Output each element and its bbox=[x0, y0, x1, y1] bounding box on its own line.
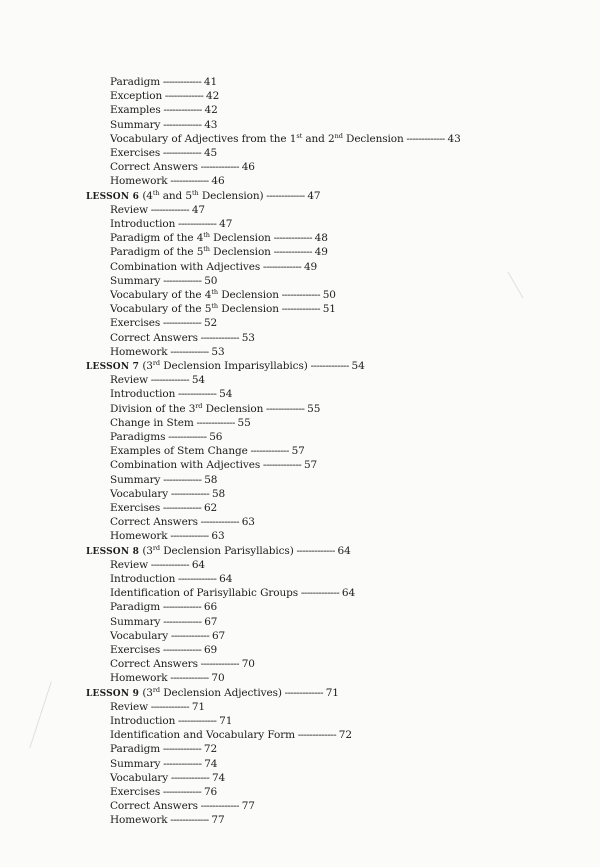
page-number: 55 bbox=[237, 416, 251, 429]
page-number: 50 bbox=[204, 274, 218, 287]
toc-entry bbox=[110, 332, 255, 345]
entry-label: Exercises bbox=[110, 502, 161, 514]
toc-entry bbox=[110, 119, 217, 132]
entry-label: Paradigm of the 4th Declension bbox=[110, 231, 271, 245]
entry-label: Homework bbox=[110, 345, 168, 358]
page-number: 51 bbox=[322, 303, 336, 316]
leader-dots: ------------- bbox=[197, 516, 242, 529]
toc-entry bbox=[110, 601, 217, 614]
page-number: 71 bbox=[191, 700, 205, 713]
entry-label: Combination with Adjectives bbox=[110, 459, 261, 472]
lesson-title: (3rd Declension Parisyllabics) bbox=[142, 543, 294, 557]
page-number: 77 bbox=[241, 800, 255, 813]
page-number: 63 bbox=[211, 530, 225, 543]
page-number: 46 bbox=[241, 161, 255, 174]
lesson-heading bbox=[86, 545, 351, 559]
page-number: 50 bbox=[322, 289, 336, 301]
leader-dots: ------------- bbox=[160, 644, 204, 656]
toc-entry bbox=[110, 701, 205, 714]
entry-label: Review bbox=[110, 558, 149, 571]
page-number: 74 bbox=[204, 757, 218, 770]
page-number: 42 bbox=[204, 104, 218, 117]
toc-entry bbox=[110, 218, 232, 231]
toc-entry bbox=[110, 403, 320, 416]
entry-label: Homework bbox=[110, 530, 168, 543]
leader-dots: ------------- bbox=[175, 715, 220, 727]
entry-label: Vocabulary of the 5th Declension bbox=[110, 302, 279, 316]
leader-dots: ------------- bbox=[197, 331, 242, 344]
page-number: 71 bbox=[219, 715, 233, 727]
toc-entry bbox=[110, 715, 232, 728]
entry-label: Exercises bbox=[110, 147, 161, 159]
page-number: 67 bbox=[211, 629, 226, 642]
leader-dots: ------------- bbox=[148, 374, 192, 387]
leader-dots: ------------- bbox=[263, 189, 308, 202]
lesson-title: (3rd Declension Imparisyllabics) bbox=[142, 359, 308, 372]
entry-label: Examples of Stem Change bbox=[110, 445, 248, 458]
entry-label: Exercises bbox=[110, 786, 161, 798]
toc-entry bbox=[110, 246, 328, 259]
toc-entry bbox=[110, 559, 205, 572]
leader-dots: ------------- bbox=[160, 743, 204, 756]
entry-label: Review bbox=[110, 374, 149, 387]
toc-entry bbox=[110, 530, 225, 543]
page-number: 71 bbox=[325, 686, 339, 699]
leader-dots: ------------- bbox=[148, 203, 192, 216]
page-number: 66 bbox=[203, 601, 218, 614]
leader-dots: ------------- bbox=[403, 132, 448, 145]
toc-entry bbox=[110, 800, 255, 813]
page-number: 67 bbox=[204, 615, 218, 628]
lesson-title: (3rd Declension Adjectives) bbox=[142, 685, 282, 699]
leader-dots: ------------- bbox=[263, 402, 308, 415]
entry-label: Division of the 3rd Declension bbox=[110, 401, 264, 415]
page-number: 72 bbox=[203, 743, 218, 756]
leader-dots: ------------- bbox=[197, 800, 242, 813]
page-number: 47 bbox=[219, 218, 233, 230]
leader-dots: ------------- bbox=[197, 161, 242, 174]
toc-entry bbox=[110, 147, 217, 160]
entry-label: Paradigm bbox=[110, 743, 161, 756]
toc-entry bbox=[110, 445, 305, 458]
leader-dots: ------------- bbox=[270, 232, 315, 245]
page-number: 53 bbox=[211, 345, 225, 358]
page-number: 48 bbox=[314, 232, 328, 245]
entry-label: Introduction bbox=[110, 388, 176, 401]
page-number: 57 bbox=[303, 459, 318, 472]
leader-dots: ------------- bbox=[167, 814, 212, 827]
leader-dots: ------------- bbox=[278, 289, 323, 301]
leader-dots: ------------- bbox=[270, 246, 315, 259]
toc-entry bbox=[110, 644, 217, 657]
page-number: 54 bbox=[219, 388, 233, 401]
toc-entry bbox=[110, 431, 222, 444]
toc-entry bbox=[110, 76, 217, 89]
page-number: 47 bbox=[191, 203, 205, 216]
leader-dots: ------------- bbox=[175, 218, 220, 230]
toc-entry bbox=[110, 474, 217, 487]
toc-entry bbox=[110, 672, 225, 685]
page-number: 49 bbox=[314, 246, 328, 259]
toc-entry bbox=[110, 90, 219, 103]
page-number: 55 bbox=[307, 402, 321, 415]
toc-entry bbox=[110, 616, 217, 629]
entry-label: Introduction bbox=[110, 573, 176, 585]
toc-entry bbox=[110, 758, 217, 771]
leader-dots: ------------- bbox=[160, 601, 204, 614]
toc-entry bbox=[110, 573, 232, 586]
leader-dots: ------------- bbox=[247, 445, 292, 458]
toc-entry bbox=[110, 289, 336, 302]
entry-label: Correct Answers bbox=[110, 516, 198, 529]
page-number: 70 bbox=[241, 658, 255, 671]
lesson-tag: LESSON 7 bbox=[86, 362, 140, 372]
leader-dots: ------------- bbox=[260, 459, 304, 472]
toc-entry bbox=[110, 388, 232, 401]
leader-dots: ------------- bbox=[197, 658, 242, 671]
toc-entry bbox=[110, 303, 336, 316]
page-number: 64 bbox=[337, 544, 351, 557]
leader-dots: ------------- bbox=[281, 686, 326, 699]
toc-entry bbox=[110, 317, 217, 330]
toc-entry bbox=[110, 630, 225, 643]
toc-entry bbox=[110, 814, 225, 827]
page-number: 41 bbox=[203, 76, 218, 88]
entry-label: Introduction bbox=[110, 715, 176, 727]
entry-label: Correct Answers bbox=[110, 331, 198, 344]
leader-dots: ------------- bbox=[160, 317, 204, 330]
entry-label: Introduction bbox=[110, 218, 176, 230]
page-number: 47 bbox=[307, 189, 321, 202]
leader-dots: ------------- bbox=[278, 303, 323, 316]
entry-label: Homework bbox=[110, 814, 168, 827]
lesson-tag: LESSON 9 bbox=[86, 688, 140, 699]
toc-entry bbox=[110, 459, 317, 472]
entry-label: Vocabulary bbox=[110, 771, 169, 784]
entry-label: Exception bbox=[110, 90, 163, 103]
toc-entry bbox=[110, 772, 225, 785]
toc-entry bbox=[110, 175, 225, 188]
page-number: 56 bbox=[209, 431, 223, 443]
toc-entry bbox=[110, 417, 251, 430]
page-number: 53 bbox=[241, 331, 255, 344]
entry-label: Summary bbox=[110, 615, 161, 628]
leader-dots: ------------- bbox=[168, 771, 212, 784]
entry-label: Correct Answers bbox=[110, 658, 198, 671]
page-number: 62 bbox=[203, 502, 218, 514]
leader-dots: ------------- bbox=[160, 76, 204, 88]
toc-entry bbox=[110, 743, 217, 756]
entry-label: Paradigm bbox=[110, 76, 161, 88]
leader-dots: ------------- bbox=[175, 388, 220, 401]
entry-label: Summary bbox=[110, 473, 161, 486]
leader-dots: ------------- bbox=[160, 274, 205, 287]
page-number: 58 bbox=[204, 473, 218, 486]
toc-entry bbox=[110, 161, 255, 174]
entry-label: Summary bbox=[110, 757, 161, 770]
page-number: 57 bbox=[291, 445, 305, 458]
scan-mark bbox=[29, 682, 52, 749]
entry-label: Paradigm of the 5th Declension bbox=[110, 245, 271, 259]
toc-entry bbox=[110, 587, 355, 600]
leader-dots: ------------- bbox=[160, 118, 205, 131]
toc-entry bbox=[110, 658, 255, 671]
toc-entry bbox=[110, 516, 255, 529]
leader-dots: ------------- bbox=[160, 757, 205, 770]
entry-label: Exercises bbox=[110, 317, 161, 330]
entry-label: Exercises bbox=[110, 644, 161, 656]
page-number: 54 bbox=[351, 360, 365, 372]
entry-label: Identification of Parisyllabic Groups bbox=[110, 587, 299, 600]
page-number: 58 bbox=[211, 487, 226, 500]
entry-label: Identification and Vocabulary Form bbox=[110, 729, 295, 742]
entry-label: Summary bbox=[110, 274, 161, 287]
entry-label: Paradigm bbox=[110, 601, 161, 614]
toc-entry bbox=[110, 488, 225, 501]
leader-dots: ------------- bbox=[160, 147, 204, 159]
page-number: 64 bbox=[341, 587, 356, 600]
leader-dots: ------------- bbox=[307, 360, 352, 372]
toc-entry bbox=[110, 204, 205, 217]
entry-label: Correct Answers bbox=[110, 800, 198, 813]
toc-entry bbox=[110, 232, 328, 245]
entry-label: Review bbox=[110, 700, 149, 713]
entry-label: Summary bbox=[110, 118, 161, 131]
page-number: 49 bbox=[303, 260, 318, 273]
entry-label: Paradigms bbox=[110, 431, 166, 443]
leader-dots: ------------- bbox=[148, 700, 192, 713]
entry-label: Review bbox=[110, 203, 149, 216]
page-number: 70 bbox=[211, 672, 225, 685]
toc-entry bbox=[110, 275, 217, 288]
entry-label: Change in Stem bbox=[110, 416, 194, 429]
page-number: 76 bbox=[203, 786, 218, 798]
page-number: 64 bbox=[219, 573, 233, 585]
leader-dots: ------------- bbox=[293, 544, 338, 557]
lesson-heading bbox=[86, 360, 365, 374]
toc-entry bbox=[110, 374, 205, 387]
leader-dots: ------------- bbox=[168, 487, 212, 500]
leader-dots: ------------- bbox=[162, 90, 206, 103]
page-number: 52 bbox=[203, 317, 218, 330]
entry-label: Combination with Adjectives bbox=[110, 260, 261, 273]
page-number: 72 bbox=[338, 729, 352, 742]
leader-dots: ------------- bbox=[260, 260, 304, 273]
page-number: 63 bbox=[241, 516, 255, 529]
lesson-tag: LESSON 8 bbox=[86, 546, 140, 557]
toc-entry bbox=[110, 261, 317, 274]
entry-label: Correct Answers bbox=[110, 161, 198, 174]
lesson-title: (4th and 5th Declension) bbox=[142, 188, 264, 202]
leader-dots: ------------- bbox=[165, 431, 210, 443]
toc-entry bbox=[110, 133, 461, 146]
page-number: 74 bbox=[211, 771, 226, 784]
page-number: 46 bbox=[211, 175, 225, 188]
page-number: 42 bbox=[205, 90, 220, 103]
page-number: 69 bbox=[203, 644, 218, 656]
toc-entry bbox=[110, 786, 217, 799]
leader-dots: ------------- bbox=[193, 416, 238, 429]
leader-dots: ------------- bbox=[160, 502, 204, 514]
entry-label: Homework bbox=[110, 672, 168, 685]
toc-entry bbox=[110, 729, 352, 742]
leader-dots: ------------- bbox=[160, 104, 205, 117]
toc-entry bbox=[110, 104, 218, 117]
page-number: 45 bbox=[203, 147, 218, 159]
leader-dots: ------------- bbox=[167, 175, 212, 188]
leader-dots: ------------- bbox=[167, 345, 212, 358]
lesson-heading bbox=[86, 190, 321, 204]
leader-dots: ------------- bbox=[167, 530, 212, 543]
entry-label: Examples bbox=[110, 104, 161, 117]
entry-label: Vocabulary bbox=[110, 487, 169, 500]
page-number: 77 bbox=[211, 814, 225, 827]
page-number: 43 bbox=[447, 132, 461, 145]
leader-dots: ------------- bbox=[175, 573, 220, 585]
leader-dots: ------------- bbox=[167, 672, 212, 685]
page-number: 43 bbox=[204, 118, 218, 131]
page-number: 54 bbox=[191, 374, 205, 387]
leader-dots: ------------- bbox=[294, 729, 339, 742]
entry-label: Vocabulary bbox=[110, 629, 169, 642]
toc-entry bbox=[110, 346, 225, 359]
lesson-heading bbox=[86, 687, 339, 701]
leader-dots: ------------- bbox=[298, 587, 342, 600]
leader-dots: ------------- bbox=[168, 629, 212, 642]
leader-dots: ------------- bbox=[160, 473, 205, 486]
leader-dots: ------------- bbox=[148, 558, 192, 571]
lesson-tag: LESSON 6 bbox=[86, 191, 140, 202]
leader-dots: ------------- bbox=[160, 786, 204, 798]
scan-mark bbox=[508, 272, 524, 298]
toc-entry bbox=[110, 502, 217, 515]
page-number: 64 bbox=[191, 558, 205, 571]
leader-dots: ------------- bbox=[160, 615, 205, 628]
entry-label: Homework bbox=[110, 175, 168, 188]
entry-label: Vocabulary of Adjectives from the 1st and 2nd Declension bbox=[110, 131, 404, 145]
entry-label: Vocabulary of the 4th Declension bbox=[110, 288, 279, 301]
